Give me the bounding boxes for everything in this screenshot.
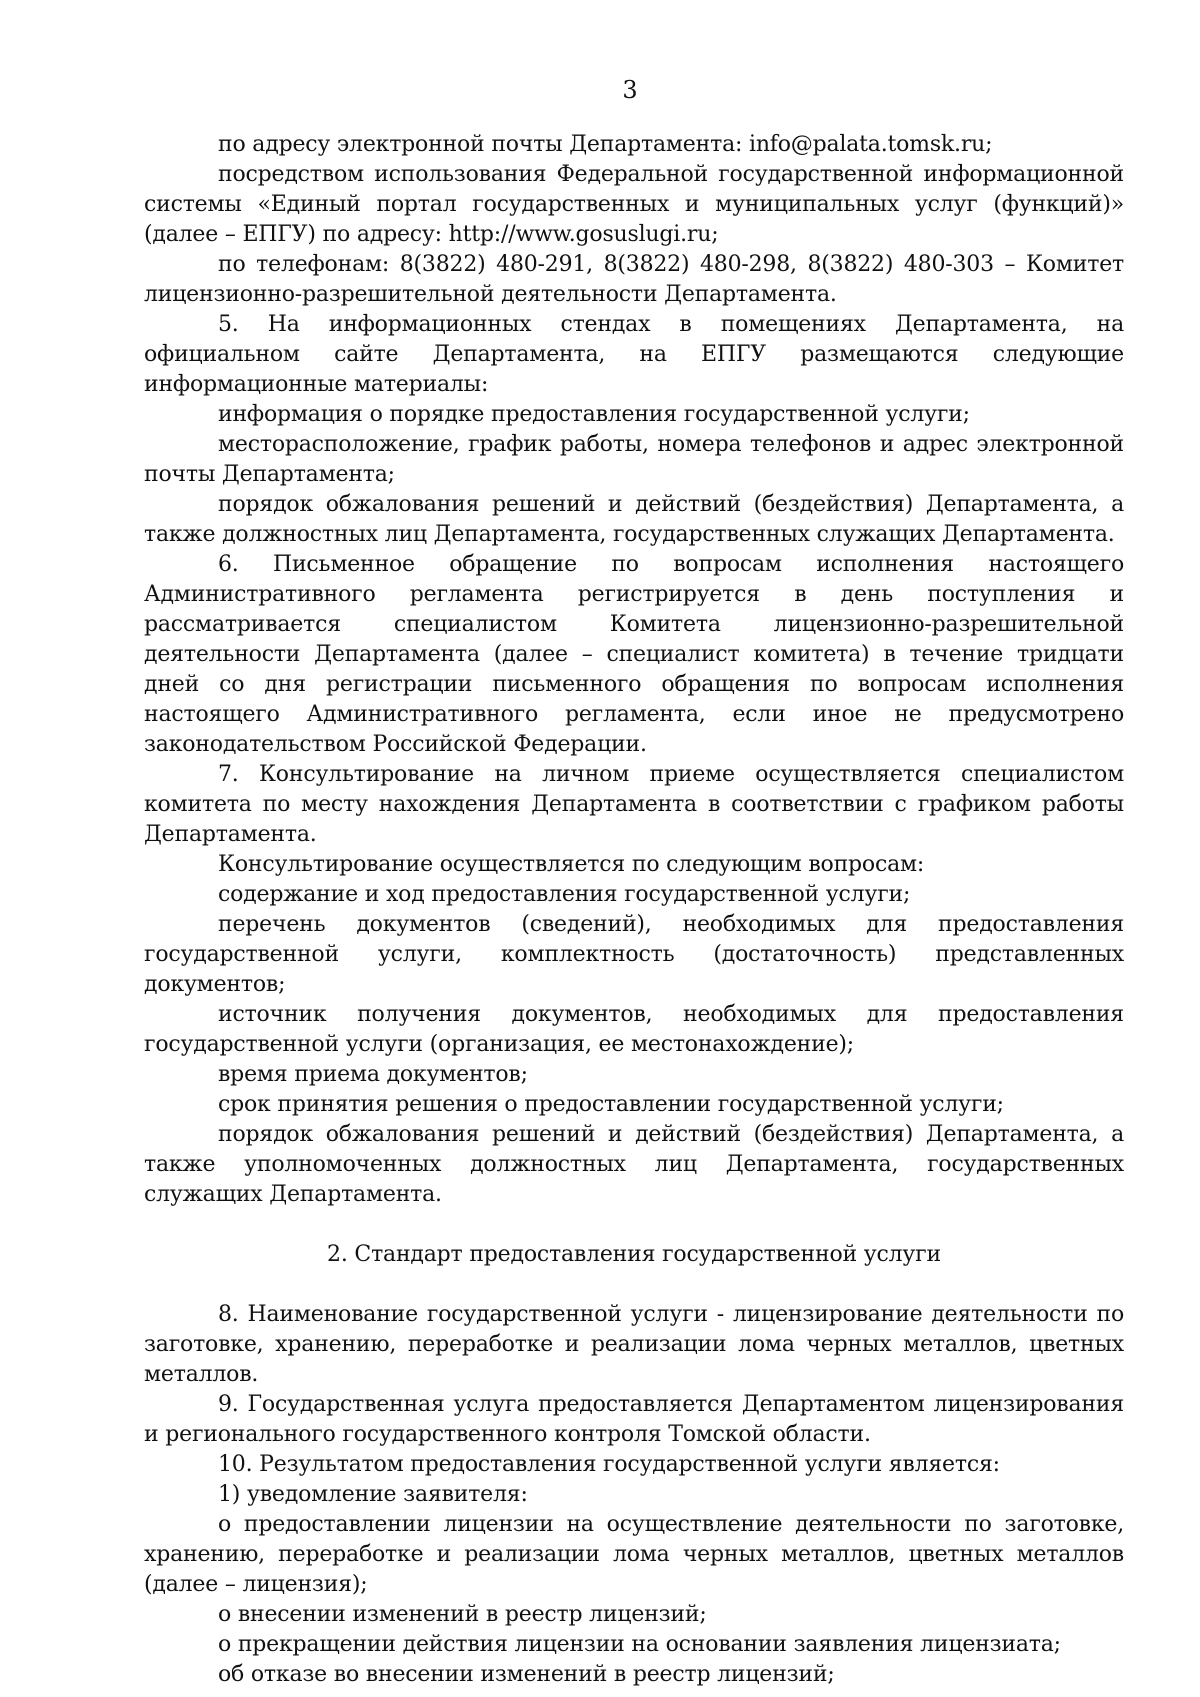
paragraph: 8. Наименование государственной услуги - лицензирование деятельности по заготовке, хранению, переработке и реализации лома черных металлов, цветных металлов. — [144, 1302, 1124, 1387]
paragraph: источник получения документов, необходимых для предоставления государственной услуги (организация, ее местонахождение); — [144, 1002, 1124, 1057]
paragraph: Консультирование осуществляется по следующим вопросам: — [218, 852, 925, 877]
section-heading: 2. Стандарт предоставления государственной услуги — [327, 1242, 941, 1267]
document-body — [144, 130, 1124, 1690]
page-number: 3 — [622, 76, 638, 104]
paragraph: время приема документов; — [218, 1062, 528, 1087]
paragraph: срок принятия решения о предоставлении государственной услуги; — [218, 1092, 1004, 1117]
paragraph: 1) уведомление заявителя: — [218, 1482, 528, 1507]
paragraph: порядок обжалования решений и действий (бездействия) Департамента, а также уполномоченных должностных лиц Департамента, государственных служащих Департамента. — [144, 1122, 1124, 1207]
paragraph: по телефонам: 8(3822) 480-291, 8(3822) 480-298, 8(3822) 480-303 – Комитет лицензионно-разрешительной деятельности Департамента. — [144, 252, 1124, 307]
paragraph: об отказе во внесении изменений в реестр лицензий; — [218, 1662, 835, 1687]
paragraph: по адресу электронной почты Департамента: info@palata.tomsk.ru; — [218, 132, 993, 157]
paragraph: о прекращении действия лицензии на основании заявления лицензиата; — [218, 1632, 1061, 1657]
paragraph: о внесении изменений в реестр лицензий; — [218, 1602, 707, 1627]
paragraph: о предоставлении лицензии на осуществление деятельности по заготовке, хранению, переработке и реализации лома черных металлов, цветных металлов (далее – лицензия); — [144, 1512, 1124, 1597]
paragraph: 7. Консультирование на личном приеме осуществляется специалистом комитета по месту нахождения Департамента в соответствии с графиком работы Департамента. — [144, 762, 1124, 847]
paragraph: порядок обжалования решений и действий (бездействия) Департамента, а также должностных лиц Департамента, государственных служащих Департамента. — [144, 492, 1124, 547]
paragraph: 5. На информационных стендах в помещениях Департамента, на официальном сайте Департамента, на ЕПГУ размещаются следующие информационные материалы: — [144, 312, 1124, 397]
paragraph: перечень документов (сведений), необходимых для предоставления государственной услуги, комплектность (достаточность) представленных документов; — [144, 912, 1124, 997]
paragraph: информация о порядке предоставления государственной услуги; — [218, 402, 970, 427]
paragraph: посредством использования Федеральной государственной информационной системы «Единый портал государственных и муниципальных услуг (функций)» (далее – ЕПГУ) по адресу: http://www.gosuslugi.ru; — [144, 162, 1124, 247]
paragraph: 10. Результатом предоставления государственной услуги является: — [218, 1452, 1000, 1477]
paragraph: месторасположение, график работы, номера телефонов и адрес электронной почты Департамента; — [144, 432, 1124, 487]
paragraph: 6. Письменное обращение по вопросам исполнения настоящего Административного регламента регистрируется в день поступления и рассматривается специалистом Комитета лицензионно-разрешительной деятельности Департамента (далее – специалист комитета) в течение тридцати дней со дня регистрации письменного обращения по вопросам исполнения настоящего Административного регламента, если иное не предусмотрено законодательством Российской Федерации. — [144, 552, 1124, 757]
paragraph: 9. Государственная услуга предоставляется Департаментом лицензирования и регионального государственного контроля Томской области. — [144, 1392, 1124, 1447]
paragraph: содержание и ход предоставления государственной услуги; — [218, 882, 911, 907]
